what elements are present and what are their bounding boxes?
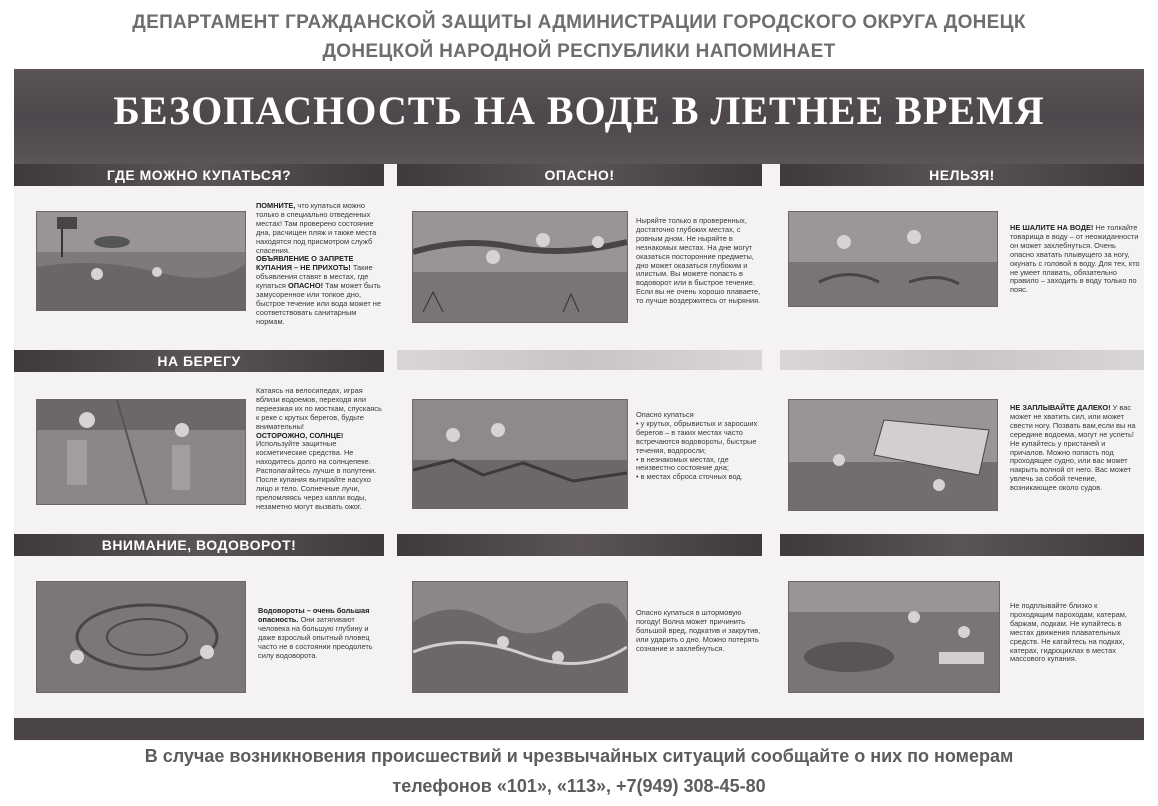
col3-text-3: Не подплывайте близко к проходящим пароходам, катерам, баржам, лодкам. Не купайтесь в местах движения плавательных средств. Не катайтесь на подках, катерах, гидроциклах в местах массового купания.: [1010, 601, 1127, 664]
boats-illustration: [788, 581, 1000, 693]
section-whirlpool: ВНИМАНИЕ, ВОДОВОРОТ!: [14, 534, 384, 556]
col2-text-2: Опасно купаться • у крутых, обрывистых и заросших берегов – в таких местах часто встречаются водовороты, быстрые течения, водоросли; • в незнакомых местах, где неизвестно состояние дна; • в местах сброса сточных вод.: [636, 410, 758, 482]
shore-illustration: [36, 399, 246, 505]
steep-bank-illustration: [412, 399, 628, 509]
col3-text-1: НЕ ШАЛИТЕ НА ВОДЕ! Не толкайте товарища в воду – от неожиданности он может захлебнуться. Очень опасно хватать плывущего за ногу, окунать с головой в воду. Для тех, кто не умеет плавать, обязательно правило – заходить в воду только по пояс.: [1010, 223, 1140, 295]
section-dangerous: ОПАСНО!: [397, 164, 762, 186]
poster-title: БЕЗОПАСНОСТЬ НА ВОДЕ В ЛЕТНЕЕ ВРЕМЯ: [113, 88, 1045, 133]
col2-text-3: Опасно купаться в штормовую погоду! Волна может причинить большой вред, подкатив и закрутив, или ударить о дно. Можно потерять сознание и захлебнуться.: [636, 608, 761, 653]
col1-text-3: Водовороты – очень большая опасность. Они затягивают человека на большую глубину и даже взрослый опытный пловец часто не в состоянии преодолеть силу водоворота.: [258, 606, 373, 660]
col1-text-1: ПОМНИТЕ, что купаться можно только в специально отведенных местах! Там проверено состояние дна, расчищен пляж и также места находятся под присмотром служб спасения. ОБЪЯВЛЕНИЕ О ЗАПРЕТЕ КУПАНИЯ – НЕ ПРИХОТЬ! Такие объявления ставят в местах, где купаться ОПАСНО! Там может быть замусоренное или топкое дно, быстрое течение или вода может не соответствовать санитарным нормам.: [256, 201, 381, 326]
storm-illustration: [412, 581, 628, 693]
diving-illustration: [412, 211, 628, 323]
poster-title-bar: [14, 69, 1144, 164]
footer-line-2: телефонов «101», «113», +7(949) 308-45-80: [392, 776, 766, 796]
col1-text-2: Катаясь на велосипедах, играя вблизи водоемов, переходя или переезжая их по мосткам, спускаясь к реке с крутых берегов, будьте внимательны! ОСТОРОЖНО, СОЛНЦЕ! Используйте защитные косметические средства. Не находитесь долго на солнцепеке. Располагайтесь лучше в полутени. После купания вытирайте насухо лицо и тело. Солнечные лучи, преломляясь через капли воды, незаметно могут вызвать ожог.: [256, 386, 382, 511]
separator-band: [780, 350, 1144, 370]
safety-poster: [14, 69, 1144, 741]
band-dark: [780, 534, 1144, 556]
section-on-shore: НА БЕРЕГУ: [14, 350, 384, 372]
section-forbidden: НЕЛЬЗЯ!: [780, 164, 1144, 186]
header-line-2: ДОНЕЦКОЙ НАРОДНОЙ РЕСПУБЛИКИ НАПОМИНАЕТ: [322, 41, 836, 62]
ship-illustration: [788, 399, 998, 511]
whirlpool-illustration: [36, 581, 246, 693]
separator-band: [397, 350, 762, 370]
footer-line-1: В случае возникновения происшествий и чрезвычайных ситуаций сообщайте о них по номерам: [144, 746, 1014, 766]
pushing-illustration: [788, 211, 998, 307]
poster-bottom-band: [14, 718, 1144, 740]
col2-text-1: Ныряйте только в проверенных, достаточно глубоких местах, с ровным дном. Не ныряйте в незнакомых местах. На дне могут оказаться посторонние предметы, дно может оказаться глубоким и илистым. Вы можете попасть в водоворот или в быстрое течение. Если вы не очень хорошо плаваете, то лучше воздержитесь от ныряния.: [636, 216, 761, 306]
section-where-swim: ГДЕ МОЖНО КУПАТЬСЯ?: [14, 164, 384, 186]
col3-text-2: НЕ ЗАПЛЫВАЙТЕ ДАЛЕКО! У вас может не хватить сил, или может свести ногу. Позвать вам,если вы на середине водоема, могут не успеть! Не купайтесь у пристаней и причалов. Можно попасть под проходящее судно, или вас может накрыть волной от него. Вас может увлечь за собой течение, возникающее около судов.: [1010, 403, 1136, 493]
header-line-1: ДЕПАРТАМЕНТ ГРАЖДАНСКОЙ ЗАЩИТЫ АДМИНИСТРАЦИИ ГОРОДСКОГО ОКРУГА ДОНЕЦК: [132, 12, 1026, 33]
beach-illustration: [36, 211, 246, 311]
band-dark: [397, 534, 762, 556]
